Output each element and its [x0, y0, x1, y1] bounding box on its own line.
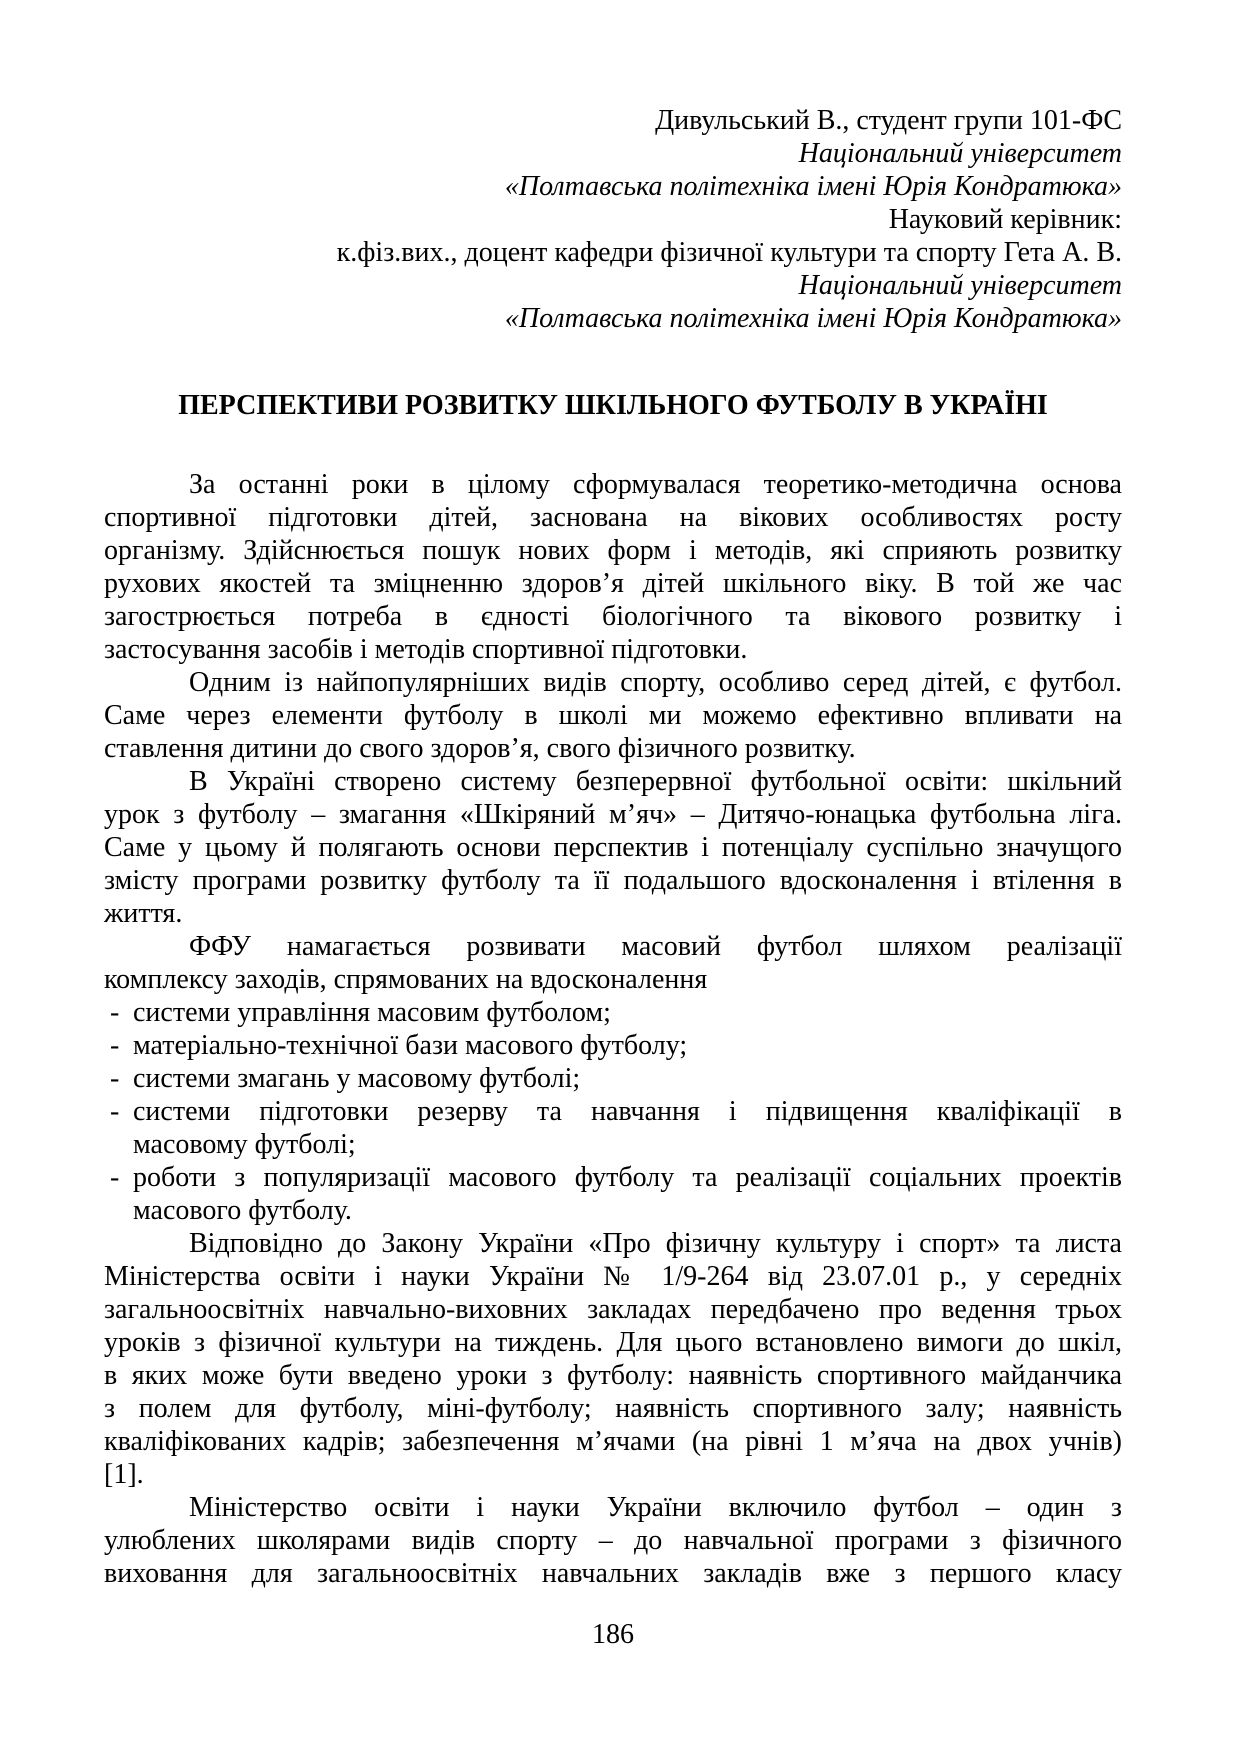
paragraph-line: ФФУ намагається розвивати масовий футбол шляхом реалізації: [189, 931, 1122, 962]
paragraph-line: спортивної підготовки дітей, заснована на вікових особливостях росту: [104, 502, 1122, 533]
list-dash: -: [110, 1063, 120, 1094]
paragraph-line: життя.: [104, 898, 183, 929]
paragraph-line: змісту програми розвитку футболу та її подальшого вдосконалення і втілення в: [104, 865, 1122, 896]
list-item-continuation: масовому футболі;: [133, 1129, 356, 1160]
list-item-text: матеріально-технічної бази масового футболу;: [133, 1030, 688, 1061]
paragraph-line: ставлення дитини до свого здоров’я, свого фізичного розвитку.: [104, 733, 856, 764]
list-dash: -: [110, 1162, 120, 1193]
list-item: [104, 1062, 1122, 1095]
list-dash: -: [110, 1030, 120, 1061]
list-item-text: системи змагань у масовому футболі;: [133, 1063, 581, 1094]
paragraph-line: загострюється потреба в єдності біологічного та вікового розвитку і: [104, 601, 1122, 632]
list-item-text: роботи з популяризації масового футболу та реалізації соціальних проектів: [133, 1162, 1122, 1193]
paragraph-line: в яких може бути введено уроки з футболу: наявність спортивного майданчика: [104, 1360, 1122, 1391]
paragraph-line: з полем для футболу, міні-футболу; наявність спортивного залу; наявність: [104, 1393, 1122, 1424]
paragraph-line: урок з футболу – змагання «Шкіряний м’яч» – Дитячо-юнацька футбольна ліга.: [104, 799, 1122, 830]
paragraph-line: організму. Здійснюється пошук нових форм і методів, які сприяють розвитку: [104, 535, 1122, 566]
paragraph-line: [1].: [104, 1459, 144, 1490]
paragraph-line: В Україні створено систему безперервної футбольної освіти: шкільний: [189, 766, 1122, 797]
paragraph-line: улюблених школярами видів спорту – до навчальної програми з фізичного: [104, 1525, 1122, 1556]
university-line: Національний університет: [798, 138, 1122, 169]
university-line-2: Національний університет: [798, 270, 1122, 301]
list-item-text: системи підготовки резерву та навчання і підвищення кваліфікації в: [133, 1096, 1122, 1127]
paragraph-line: виховання для загальноосвітніх навчальних закладів вже з першого класу: [104, 1558, 1122, 1589]
paragraph-line: Відповідно до Закону України «Про фізичну культуру і спорт» та листа: [189, 1228, 1122, 1259]
author-line: Дивульський В., студент групи 101-ФС: [655, 105, 1122, 136]
university-name-line: «Полтавська політехніка імені Юрія Кондратюка»: [504, 171, 1122, 202]
supervisor-label-line: Науковий керівник:: [888, 204, 1122, 235]
list-item: [104, 1095, 1122, 1128]
paragraph-line: уроків з фізичної культури на тиждень. Для цього встановлено вимоги до шкіл,: [104, 1327, 1122, 1358]
article-body: [104, 468, 1122, 1590]
paragraph-line: Міністерства освіти і науки України № 1/9-264 від 23.07.01 р., у середніх: [104, 1261, 1122, 1292]
paragraph-line: загальноосвітніх навчально-виховних закладах передбачено про ведення трьох: [104, 1294, 1122, 1325]
list-item-continuation: масового футболу.: [133, 1195, 352, 1226]
list-item: [104, 1161, 1122, 1194]
article-title: ПЕРСПЕКТИВИ РОЗВИТКУ ШКІЛЬНОГО ФУТБОЛУ В УКРАЇНІ: [178, 390, 1048, 421]
list-item: [104, 1029, 1122, 1062]
paragraph-line: комплексу заходів, спрямованих на вдосконалення: [104, 964, 708, 995]
paragraph-line: За останні роки в цілому сформувалася теоретико-методична основа: [189, 469, 1122, 500]
paragraph-line: застосування засобів і методів спортивної підготовки.: [104, 634, 748, 665]
supervisor-line: к.фіз.вих., доцент кафедри фізичної культури та спорту Гета А. В.: [336, 237, 1122, 268]
paragraph-line: Саме у цьому й полягають основи перспектив і потенціалу суспільно значущого: [104, 832, 1122, 863]
paragraph-line: кваліфікованих кадрів; забезпечення м’ячами (на рівні 1 м’яча на двох учнів): [104, 1426, 1122, 1457]
paragraph-line: Одним із найпопулярніших видів спорту, особливо серед дітей, є футбол.: [189, 667, 1122, 698]
paragraph-line: Міністерство освіти і науки України включило футбол – один з: [189, 1492, 1122, 1523]
paragraph-line: рухових якостей та зміцненню здоров’я дітей шкільного віку. В той же час: [104, 568, 1122, 599]
list-item: [104, 996, 1122, 1029]
list-dash: -: [110, 1096, 120, 1127]
page-number: 186: [592, 1619, 634, 1650]
university-name-line-2: «Полтавська політехніка імені Юрія Кондратюка»: [504, 303, 1122, 334]
paragraph-line: Саме через елементи футболу в школі ми можемо ефективно впливати на: [104, 700, 1122, 731]
list-item-text: системи управління масовим футболом;: [133, 997, 611, 1028]
list-dash: -: [110, 997, 120, 1028]
author-block: [104, 104, 1122, 335]
